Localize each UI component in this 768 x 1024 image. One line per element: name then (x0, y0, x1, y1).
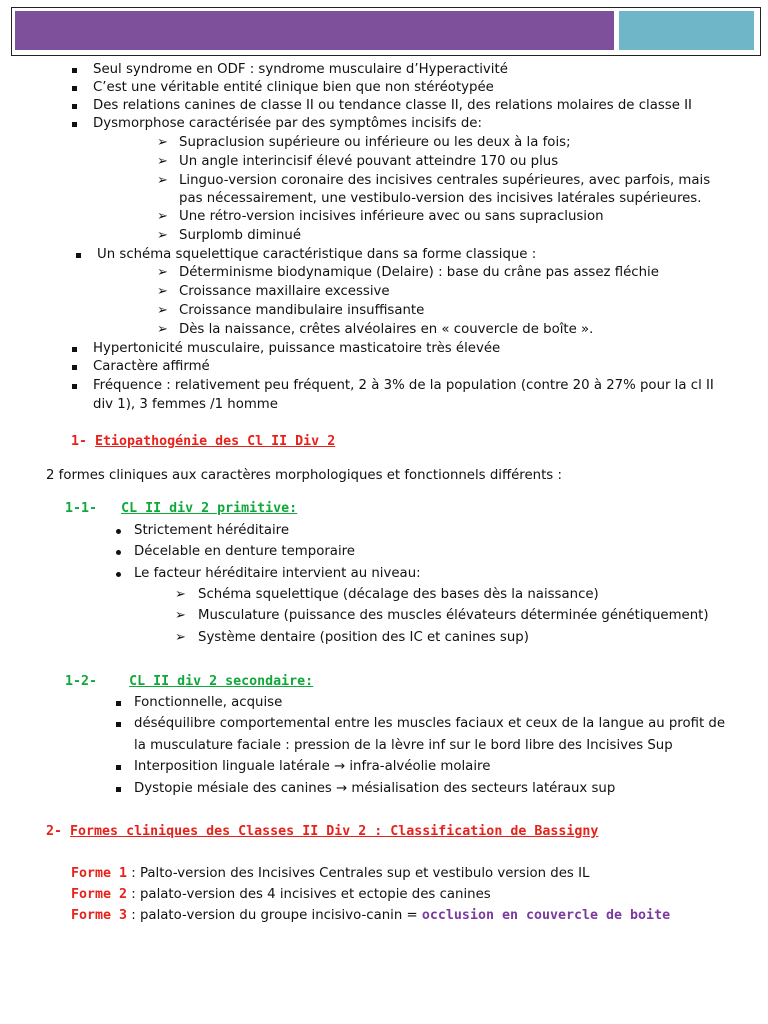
section-heading-2: 2- Formes cliniques des Classes II Div 2 : Classification de Bassigny (46, 824, 599, 839)
list-item: ➢ Une rétro-version incisives inférieure avec ou sans supraclusion (157, 209, 604, 224)
list-item: Interposition linguale latérale → infra-alvéolie molaire (116, 758, 490, 776)
list-item: ➢ Croissance mandibulaire insuffisante (157, 303, 425, 318)
arrow-bullet-icon: ➢ (157, 173, 168, 188)
header-teal-block (619, 11, 754, 50)
subsection-heading-1-1: 1-1- CL II div 2 primitive: (65, 501, 298, 516)
section-intro: 2 formes cliniques aux caractères morphologiques et fonctionnels différents : (46, 468, 562, 483)
list-item-continuation: la musculature faciale : pression de la lèvre inf sur le bord libre des Incisives Sup (134, 738, 673, 753)
list-item: C’est une véritable entité clinique bien que non stéréotypée (72, 79, 494, 97)
arrow-bullet-icon: ➢ (157, 228, 168, 243)
list-item-continuation: pas nécessairement, une vestibulo-version des incisives latérales supérieures. (179, 191, 702, 206)
list-item: ➢ Musculature (puissance des muscles élévateurs déterminée génétiquement) (175, 608, 709, 623)
list-item: ➢ Surplomb diminué (157, 228, 302, 243)
arrow-bullet-icon: ➢ (157, 154, 168, 169)
list-item: ➢ Dès la naissance, crêtes alvéolaires en « couvercle de boîte ». (157, 322, 594, 337)
arrow-bullet-icon: ➢ (175, 587, 186, 602)
list-item: Dystopie mésiale des canines → mésialisation des secteurs latéraux sup (116, 780, 615, 798)
list-item: Fonctionnelle, acquise (116, 694, 282, 712)
list-item: Le facteur héréditaire intervient au niveau: (116, 565, 421, 583)
list-item: Caractère affirmé (72, 358, 210, 376)
form-row: Forme 2 : palato-version des 4 incisives et ectopie des canines (71, 887, 491, 902)
arrow-bullet-icon: ➢ (157, 209, 168, 224)
list-item: Seul syndrome en ODF : syndrome musculaire d’Hyperactivité (72, 61, 508, 79)
arrow-bullet-icon: ➢ (175, 608, 186, 623)
section-heading-1: 1- Etiopathogénie des Cl II Div 2 (71, 434, 336, 449)
list-item: Hypertonicité musculaire, puissance masticatoire très élevée (72, 340, 500, 358)
list-item: ➢ Schéma squelettique (décalage des bases dès la naissance) (175, 587, 599, 602)
list-item: ➢ Système dentaire (position des IC et canines sup) (175, 630, 529, 645)
header-purple-block (15, 11, 614, 50)
list-item: Fréquence : relativement peu fréquent, 2 à 3% de la population (contre 20 à 27% pour la cl II (72, 377, 714, 395)
list-item-continuation: div 1), 3 femmes /1 homme (93, 397, 278, 412)
list-item: ➢ Supraclusion supérieure ou inférieure ou les deux à la fois; (157, 135, 571, 150)
arrow-bullet-icon: ➢ (157, 265, 168, 280)
list-item: Strictement héréditaire (116, 522, 289, 540)
form-row: Forme 3 : palato-version du groupe incisivo-canin = occlusion en couvercle de boite (71, 908, 671, 923)
arrow-bullet-icon: ➢ (157, 284, 168, 299)
list-item: Dysmorphose caractérisée par des symptômes incisifs de: (72, 115, 482, 133)
list-item: ➢ Croissance maxillaire excessive (157, 284, 390, 299)
list-item: Des relations canines de classe II ou tendance classe II, des relations molaires de classe II (72, 97, 692, 115)
form-highlight: occlusion en couvercle de boite (421, 908, 671, 923)
arrow-bullet-icon: ➢ (157, 135, 168, 150)
list-item: déséquilibre comportemental entre les muscles faciaux et ceux de la langue au profit de (116, 715, 725, 733)
list-item: ➢ Linguo-version coronaire des incisives centrales supérieures, avec parfois, mais (157, 173, 711, 188)
list-item: Décelable en denture temporaire (116, 543, 355, 561)
header-bar (11, 7, 761, 56)
list-item: ➢ Déterminisme biodynamique (Delaire) : base du crâne pas assez fléchie (157, 265, 659, 280)
arrow-bullet-icon: ➢ (157, 322, 168, 337)
arrow-bullet-icon: ➢ (175, 630, 186, 645)
list-item: ➢ Un angle interincisif élevé pouvant atteindre 170 ou plus (157, 154, 559, 169)
form-row: Forme 1 : Palto-version des Incisives Centrales sup et vestibulo version des IL (71, 866, 590, 881)
subsection-heading-1-2: 1-2- CL II div 2 secondaire: (65, 674, 314, 689)
skeletal-bullet: Un schéma squelettique caractéristique dans sa forme classique : (76, 246, 536, 264)
arrow-bullet-icon: ➢ (157, 303, 168, 318)
